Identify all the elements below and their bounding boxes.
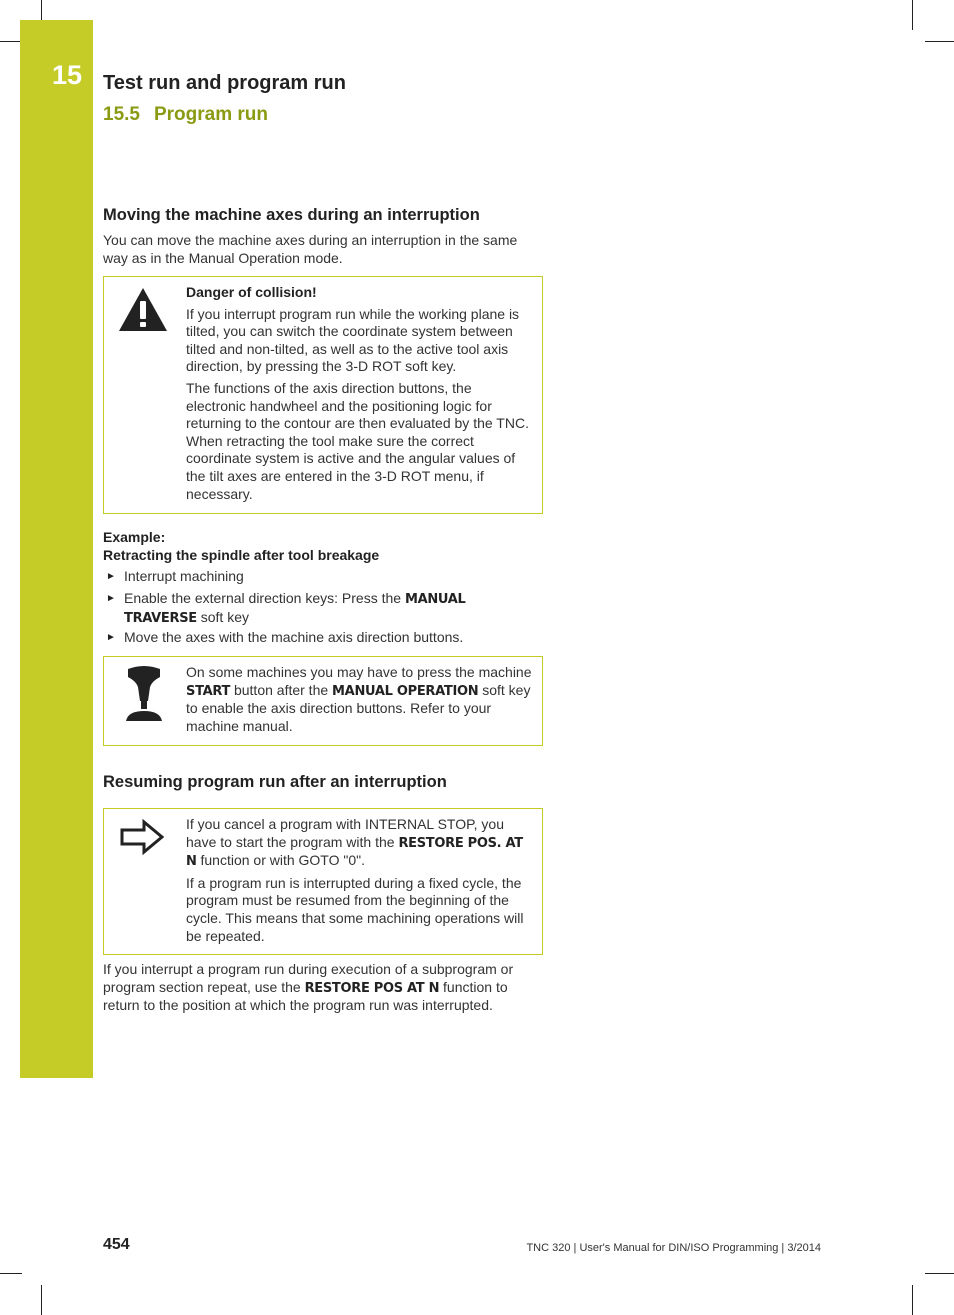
warning-title: Danger of collision! [186,284,317,300]
list-item: ► Interrupt machining [106,568,244,584]
heading-moving-axes: Moving the machine axes during an interruption [103,206,480,224]
section-name: Program run [153,104,269,125]
list-item: ► Move the axes with the machine axis direction buttons. [106,629,464,645]
page-number: 454 [103,1236,130,1253]
tip-paragraph: If a program run is interrupted during a fixed cycle, the program must be resumed from the beginning of the cycle. This means that some machining operations will be repeated. [186,874,524,944]
crop-mark [912,1285,913,1315]
warning-triangle-icon [118,287,168,338]
softkey-label: MANUAL TRAVERSE [124,592,466,626]
key-label: START [186,683,231,699]
softkey-label: MANUAL OPERATION [332,683,479,699]
crop-mark [0,41,22,42]
closing-paragraph: If you interrupt a program run during execution of a subprogram or program section repeat, use the RESTORE POS AT N function to return to the position at which the program run was interrupted. [103,961,514,1014]
crop-mark [912,0,913,30]
crop-mark [41,1285,42,1315]
crop-mark [0,1273,22,1274]
warning-box [103,276,543,514]
bullet-arrow-icon: ► [106,632,116,643]
bullet-arrow-icon: ► [106,571,116,582]
section-title [103,104,268,126]
machine-note-icon [122,665,166,728]
bullet-arrow-icon: ► [106,593,116,604]
crop-mark [925,1273,954,1274]
softkey-label: RESTORE POS AT N [304,980,440,996]
tip-paragraph: If you cancel a program with INTERNAL STOP, you have to start the program with the RESTORE POS. AT N function or with GOTO "0". [186,816,523,870]
heading-resuming: Resuming program run after an interruption [103,773,447,791]
machine-note-box [103,656,543,746]
crop-mark [41,0,42,22]
example-label: Example: [103,529,166,545]
arrow-right-icon [120,819,164,860]
tip-box [103,808,543,955]
machine-note-text: On some machines you may have to press the machine START button after the MANUAL OPERATION soft key to enable the axis direction buttons. Refer to your machine manual. [186,664,532,734]
intro-paragraph: You can move the machine axes during an interruption in the same way as in the Manual Operation mode. [103,232,518,266]
softkey-label: RESTORE POS. AT N [186,835,523,870]
warning-paragraph: The functions of the axis direction buttons, the electronic handwheel and the positioning logic for returning to the contour are then evaluated by the TNC. When retracting the tool make sure the correct coordinate system is active and the angular values of the tilt axes are entered in the 3-D ROT menu, if necessary. [186,379,529,502]
chapter-title: Test run and program run [103,72,346,94]
chapter-number: 15 [52,60,83,90]
list-item: ► Enable the external direction keys: Press the MANUAL TRAVERSE soft key [106,590,466,626]
example-title: Retracting the spindle after tool breakage [103,547,380,563]
chapter-sidebar [20,20,93,1078]
section-number: 15.5 [103,104,140,125]
footer-text: TNC 320 | User's Manual for DIN/ISO Programming | 3/2014 [526,1242,821,1254]
warning-paragraph: If you interrupt program run while the working plane is tilted, you can switch the coordinate system between tilted and non-tilted, as well as to the active tool axis direction, by pressing the 3-D ROT soft key. [186,305,520,375]
crop-mark [925,41,954,42]
